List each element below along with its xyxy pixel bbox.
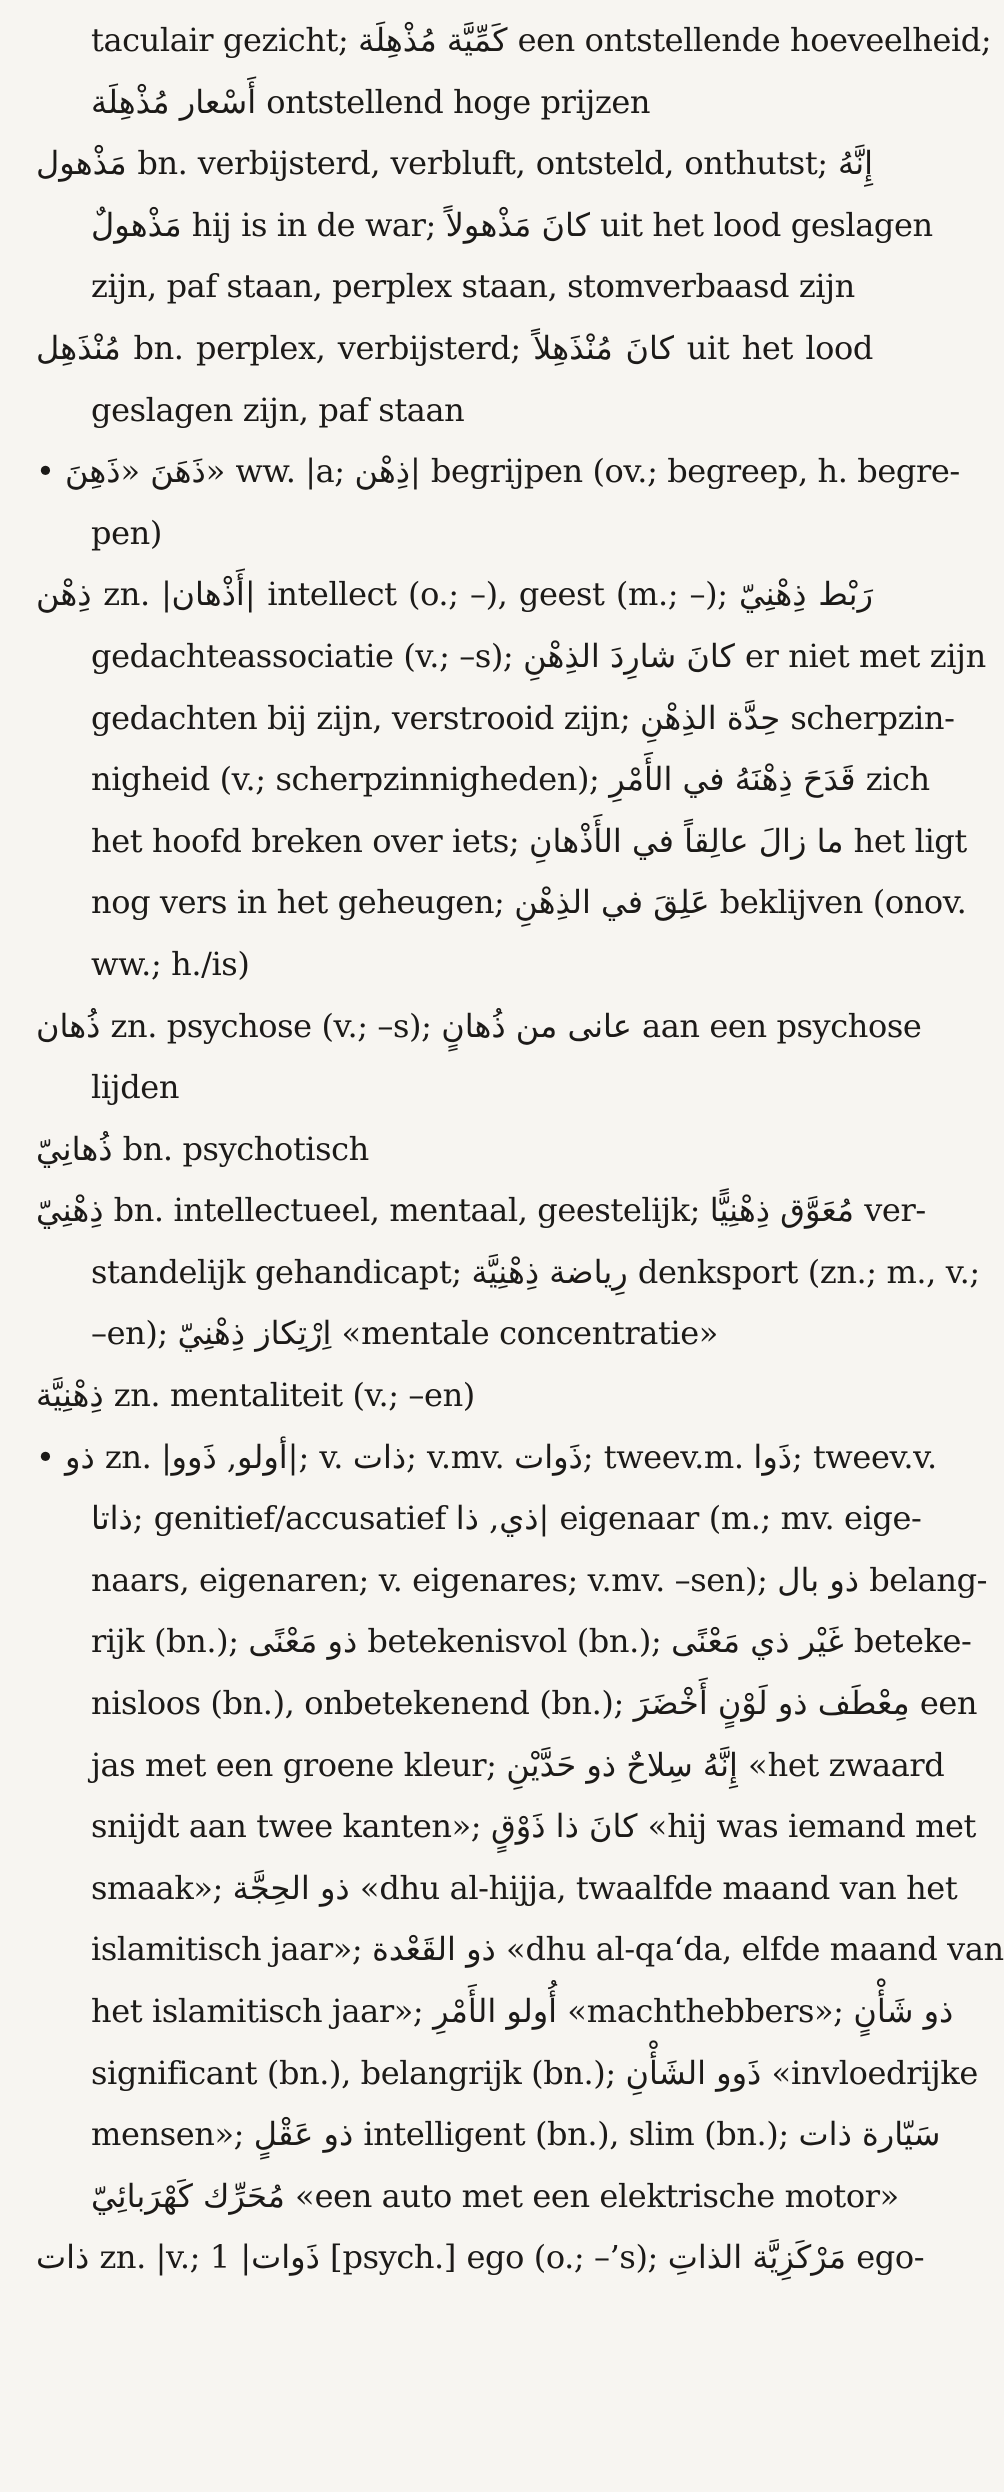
headword-line: ذِهْنِيّ bn. intellectueel, mentaal, geestelijk; مُعَوَّق ذِهْنِيًّا ver- [36, 1191, 926, 1230]
entry-line: أَسْعار مُذْهِلَة ontstellend hoge prijzen [91, 82, 651, 121]
entry-line: jas met een groene kleur; إِنَّهُ سِلاحٌ ذو حَدَّيْنِ «het zwaard [91, 1745, 945, 1784]
entry-line: het islamitisch jaar»; أُولو الأَمْرِ «machthebbers»; ذو شَأْنٍ [91, 1992, 954, 2030]
root-headword-line: • ذو zn. |أولو, ذَوو|; v. ذات; v.mv. ذَوات; tweev.m. ذَوا; tweev.v. [36, 1437, 937, 1476]
entry-line: مُحَرِّك كَهْرَبائِيّ «een auto met een elektrische motor» [91, 2176, 899, 2215]
headword-line: ذِهْنِيَّة zn. mentaliteit (v.; –en) [36, 1376, 475, 1415]
headword-line: ذات zn. |v.; ذَوات| 1 [psych.] ego (o.; –’s); مَرْكَزِيَّة الذاتِ ego- [36, 2238, 925, 2277]
entry-line: gedachten bij zijn, verstrooid zijn; حِدَّة الذِهْنِ scherpzin- [91, 698, 955, 737]
entry-line: standelijk gehandicapt; رِياضة ذِهْنِيَّة denksport (zn.; m., v.; [91, 1252, 980, 1291]
entry-line: nisloos (bn.), onbetekenend (bn.); مِعْطَف ذو لَوْنٍ أَخْضَرَ een [91, 1684, 978, 1723]
headword-line: مَذْهول bn. verbijsterd, verbluft, ontsteld, onthutst; إِنَّهُ [36, 144, 873, 183]
headword-line: ذُهانِيّ bn. psychotisch [36, 1129, 369, 1168]
headword-line: ذِهْن zn. |أَذْهان| intellect (o.; –), geest (m.; –); رَبْط ذِهْنِيّ [36, 575, 873, 614]
entry-line: nog vers in het geheugen; عَلِقَ في الذِهْنِ beklijven (onov. [91, 883, 967, 922]
headword-line: مُنْذَهِل bn. perplex, verbijsterd; كانَ مُنْذَهِلاً uit het lood [36, 328, 873, 367]
entry-line: significant (bn.), belangrijk (bn.); ذَوو الشَأْنِ «invloedrijke [91, 2053, 978, 2092]
entry-line: lijden [91, 1068, 180, 1107]
entry-line: مَذْهولٌ hij is in de war; كانَ مَذْهولاً uit het lood geslagen [91, 205, 933, 244]
entry-line: taculair gezicht; كَمِّيَّة مُذْهِلَة een ontstellende hoeveelheid; [91, 21, 992, 59]
entry-line: geslagen zijn, paf staan [91, 390, 465, 429]
entry-line: snijdt aan twee kanten»; كانَ ذا ذَوْقٍ «hij was iemand met [91, 1807, 977, 1846]
entry-line: rijk (bn.); ذو مَعْنًى betekenisvol (bn.); غَيْر ذي مَعْنًى beteke- [91, 1622, 972, 1661]
entry-line: islamitisch jaar»; ذو القَعْدة «dhu al-qa‘da, elfde maand van [91, 1930, 1004, 1969]
entry-line: het hoofd breken over iets; ما زالَ عالِقاً في الأَذْهانِ het ligt [91, 821, 967, 860]
entry-line: gedachteassociatie (v.; –s); كانَ شارِدَ الذِهْنِ er niet met zijn [91, 636, 986, 675]
entry-line: naars, eigenaren; v. eigenares; v.mv. –sen); ذو بال belang- [91, 1560, 988, 1599]
entry-line: zijn, paf staan, perplex staan, stomverbaasd zijn [91, 267, 855, 306]
headword-line: ذُهان zn. psychose (v.; –s); عانى من ذُهانٍ aan een psychose [36, 1006, 922, 1045]
entry-lines [36, 10, 1004, 2289]
entry-line: ذاتا; genitief/accusatief ذي, ذا| eigenaar (m.; mv. eige- [91, 1499, 922, 1538]
entry-line: nigheid (v.; scherpzinnigheden); قَدَحَ ذِهْنَهُ في الأَمْرِ zich [91, 760, 930, 799]
entry-line: smaak»; ذو الحِجَّة «dhu al-hijja, twaalfde maand van het [91, 1868, 958, 1907]
entry-line: pen) [91, 513, 162, 552]
entry-line: –en); اِرْتِكاز ذِهْنِيّ «mentale concentratie» [91, 1314, 718, 1353]
entry-line: ww.; h./is) [91, 944, 250, 983]
root-headword-line: • ذَهَنَ «ذَهِنَ» ww. |a; ذِهْن| begrijpen (ov.; begreep, h. begre- [36, 452, 960, 491]
entry-line: mensen»; ذو عَقْلٍ intelligent (bn.), slim (bn.); سَيّارة ذات [91, 2115, 941, 2154]
